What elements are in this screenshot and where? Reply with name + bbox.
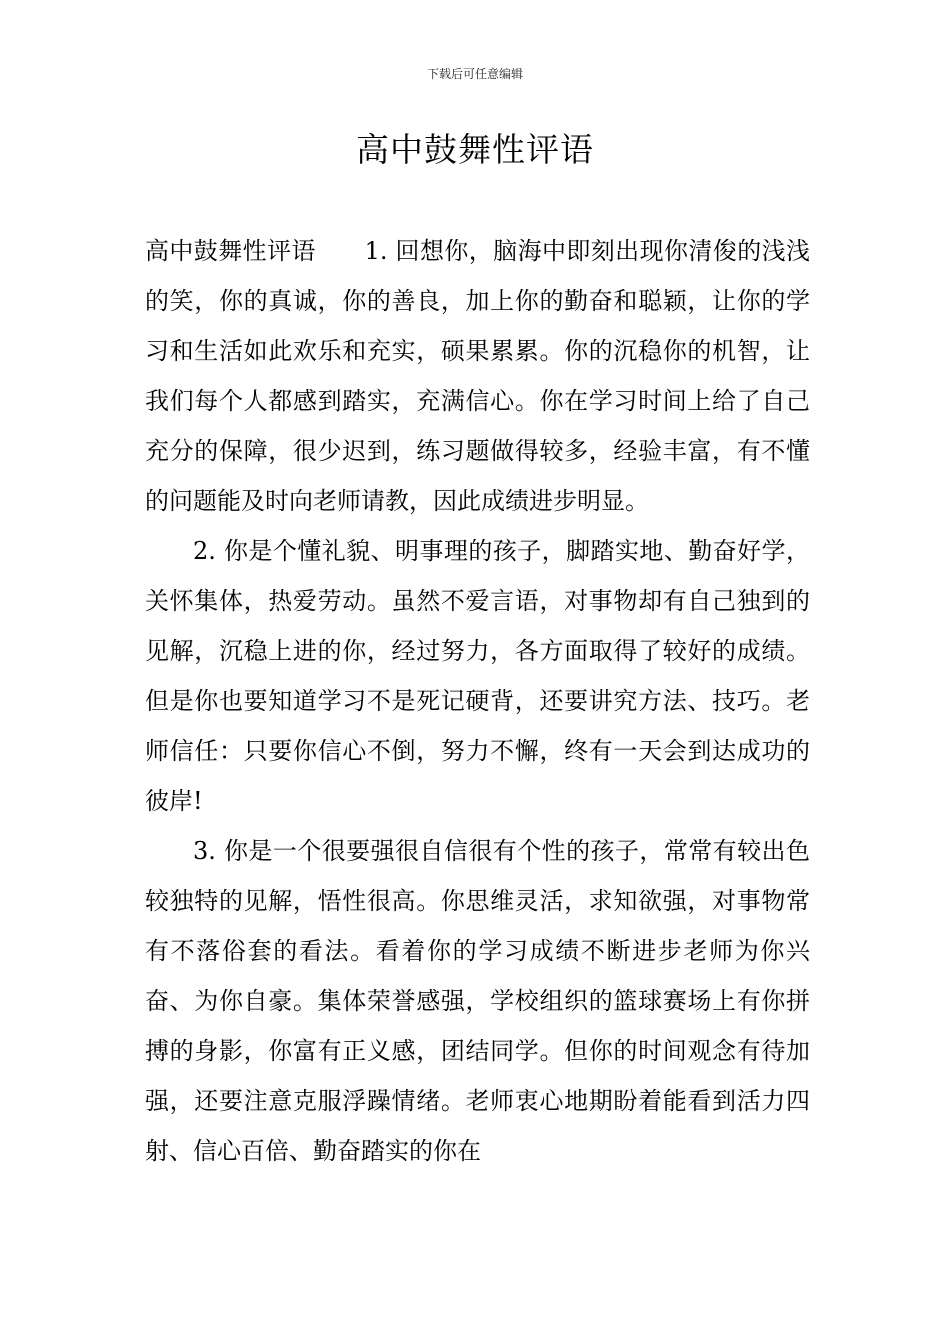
document-title: 高中鼓舞性评语 — [356, 130, 594, 169]
document-body — [145, 226, 810, 1176]
paragraph-2: 2. 你是个懂礼貌、明事理的孩子，脚踏实地、勤奋好学，关怀集体，热爱劳动。虽然不爱言语，对事物却有自己独到的见解，沉稳上进的你，经过努力，各方面取得了较好的成绩。但是你也要知道学习不是死记硬背，还要讲究方法、技巧。老师信任：只要你信心不倒，努力不懈，终有一天会到达成功的彼岸! — [145, 537, 810, 815]
paragraph-1: 高中鼓舞性评语 1. 回想你，脑海中即刻出现你清俊的浅浅的笑，你的真诚，你的善良，加上你的勤奋和聪颖，让你的学习和生活如此欢乐和充实，硕果累累。你的沉稳你的机智，让我们每个人都感到踏实，充满信心。你在学习时间上给了自己充分的保障，很少迟到，练习题做得较多，经验丰富，有不懂的问题能及时向老师请教，因此成绩进步明显。 — [145, 237, 810, 515]
paragraph-3: 3. 你是一个很要强很自信很有个性的孩子，常常有较出色较独特的见解，悟性很高。你思维灵活，求知欲强，对事物常有不落俗套的看法。看着你的学习成绩不断进步老师为你兴奋、为你自豪。集体荣誉感强，学校组织的篮球赛场上有你拼搏的身影，你富有正义感，团结同学。但你的时间观念有待加强，还要注意克服浮躁情绪。老师衷心地期盼着能看到活力四射、信心百倍、勤奋踏实的你在 — [145, 837, 810, 1165]
header-note: 下载后可任意编辑 — [426, 67, 523, 81]
